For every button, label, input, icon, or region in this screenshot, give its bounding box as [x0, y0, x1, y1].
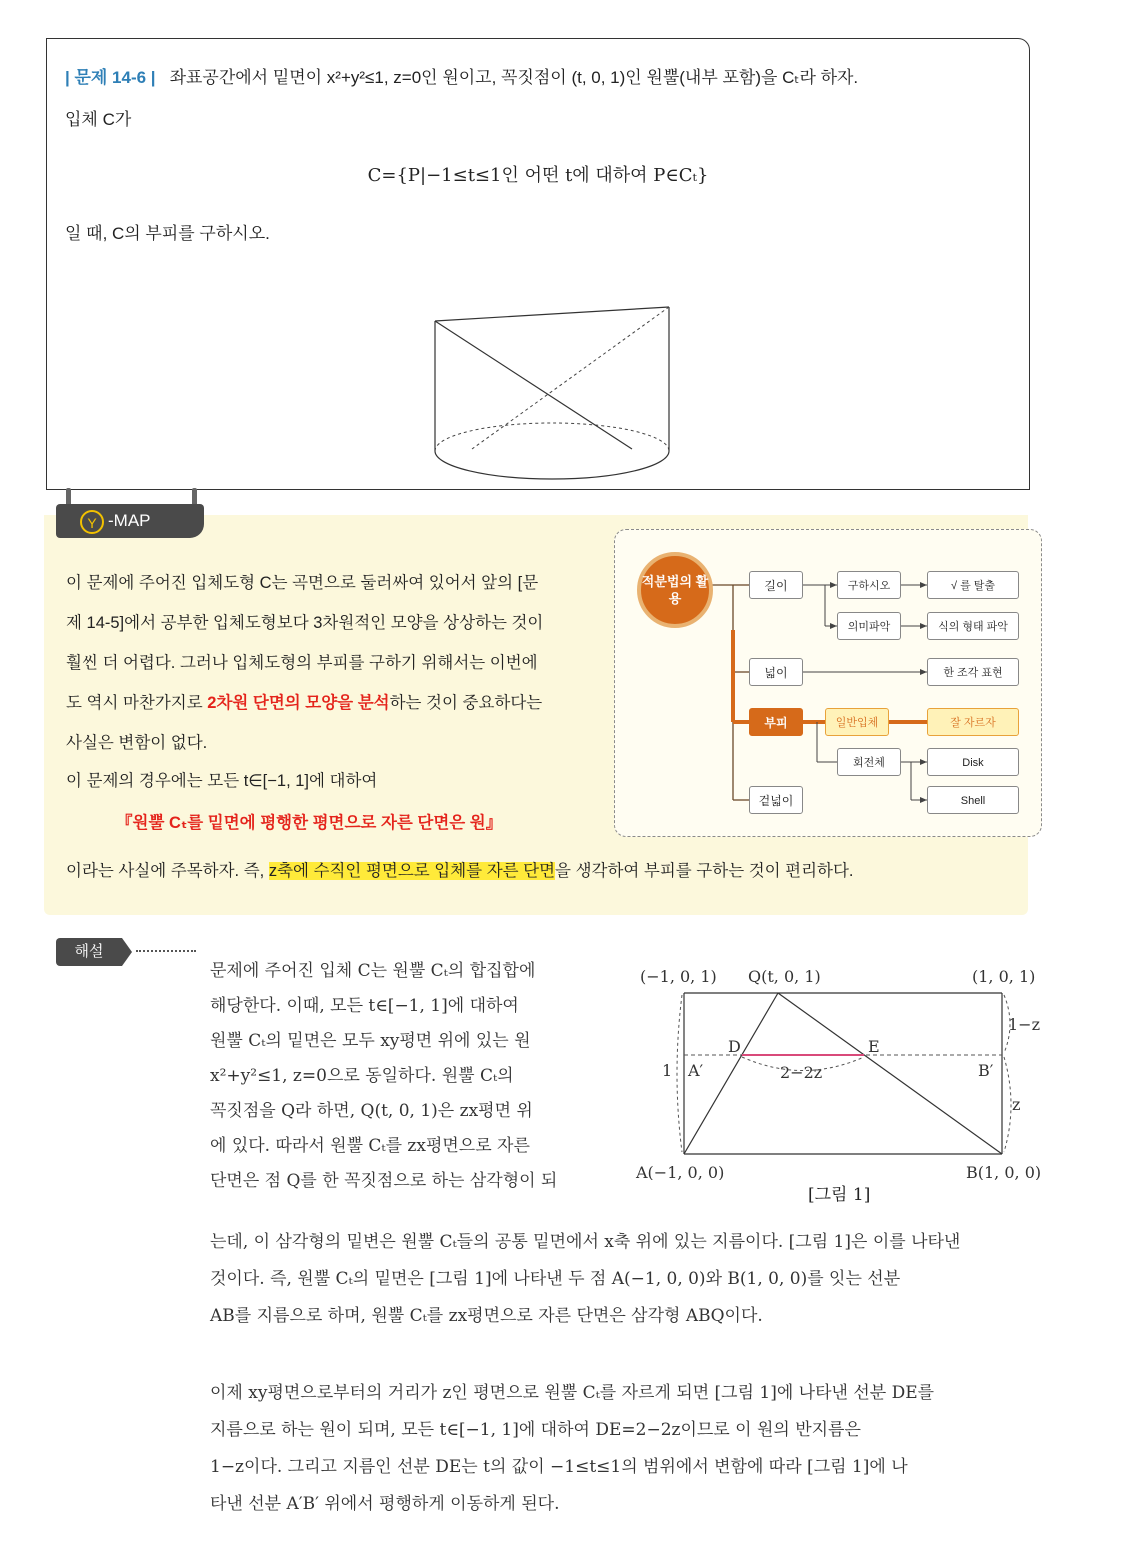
fig-label-top-left: (−1, 0, 1)	[640, 967, 717, 986]
mindmap-meaning-node: 의미파악	[837, 612, 901, 640]
solution-para2-line-2: 지름으로 하는 원이 되며, 모든 t∈[−1, 1]에 대하여 DE=2−2z이므로 이 원의 반지름은	[210, 1420, 861, 1440]
solution-narrow-line-6: 에 있다. 따라서 원뿔 Cₜ를 zx평면으로 자른	[210, 1136, 530, 1156]
mindmap-root-node: 적분법의 활용	[637, 552, 713, 628]
concept-mindmap	[614, 529, 1042, 837]
ymap-line-8-pre: 이라는 사실에 주목하자. 즉,	[66, 862, 269, 880]
fig-label-a: A(−1, 0, 0)	[636, 1163, 725, 1180]
ymap-highlight-statement: 『원뿔 Cₜ를 밑면에 평행한 평면으로 자른 단면은 원』	[116, 814, 503, 832]
ymap-line-4-pre: 도 역시 마찬가지로	[66, 694, 208, 712]
solution-wide-line-1: 는데, 이 삼각형의 밑변은 원뿔 Cₜ들의 공통 밑면에서 x축 위에 있는 지름이다. [그림 1]은 이를 나타낸	[210, 1232, 961, 1252]
mindmap-root-escape-node: √ 를 탈출	[927, 571, 1019, 599]
mindmap-area-node: 넓이	[749, 658, 803, 686]
mindmap-form-node: 식의 형태 파악	[927, 612, 1019, 640]
solution-narrow-line-4: x²+y²≤1, z=0으로 동일하다. 원뿔 Cₜ의	[210, 1066, 514, 1086]
solution-para2-line-3: 1−z이다. 그리고 지름인 선분 DE는 t의 값이 −1≤t≤1의 범위에서 변함에 따라 [그림 1]에 나	[210, 1457, 908, 1477]
fig-label-b: B(1, 0, 0)	[966, 1163, 1042, 1180]
fig-label-a-prime: A′	[688, 1061, 704, 1080]
mindmap-surface-node: 겉넓이	[749, 786, 803, 814]
mindmap-shell-node: Shell	[927, 786, 1019, 814]
ymap-line-4	[66, 685, 542, 721]
ymap-line-8	[66, 853, 854, 889]
ymap-key-phrase: 2차원 단면의 모양을 분석	[207, 694, 390, 712]
solution-dotted-rule	[136, 950, 196, 952]
fig-label-one: 1	[662, 1061, 673, 1080]
mindmap-rotation-node: 회전체	[837, 748, 901, 776]
mindmap-cut-node: 잘 자르자	[927, 708, 1019, 736]
solution-para2-line-1: 이제 xy평면으로부터의 거리가 z인 평면으로 원뿔 Cₜ를 자르게 되면 [그림 1]에 나타낸 선분 DE를	[210, 1383, 935, 1403]
ymap-section	[44, 515, 1028, 915]
problem-statement-line1	[65, 63, 858, 88]
ymap-line-8-post: 을 생각하여 부피를 구하는 것이 편리하다.	[555, 862, 854, 880]
problem-formula: C={P|−1≤t≤1인 어떤 t에 대하여 P∈Cₜ}	[367, 165, 709, 186]
mindmap-piece-node: 한 조각 표현	[927, 658, 1019, 686]
fig-label-b-prime: B′	[978, 1061, 994, 1080]
solution-narrow-line-1: 문제에 주어진 입체 C는 원뿔 Cₜ의 합집합에	[210, 961, 536, 981]
ymap-line-3: 훨씬 더 어렵다. 그러나 입체도형의 부피를 구하기 위해서는 이번에	[66, 654, 538, 672]
ymap-yellow-highlight: z축에 수직인 평면으로 입체를 자른 단면	[268, 862, 556, 880]
solution-narrow-line-7: 단면은 점 Q를 한 꼭짓점으로 하는 삼각형이 되	[210, 1171, 558, 1191]
fig-label-q: Q(t, 0, 1)	[748, 967, 821, 986]
solution-narrow-line-2: 해당한다. 이때, 모든 t∈[−1, 1]에 대하여	[210, 996, 519, 1016]
fig-label-d: D	[728, 1037, 741, 1056]
solution-wide-line-3: AB를 지름으로 하며, 원뿔 Cₜ를 zx평면으로 자른 단면은 삼각형 ABQ이다.	[210, 1306, 763, 1326]
solution-badge-arrow	[122, 938, 132, 966]
fig-label-one-minus-z: 1−z	[1008, 1015, 1041, 1034]
fig-label-top-right: (1, 0, 1)	[972, 967, 1036, 986]
fig-label-e: E	[868, 1037, 880, 1056]
figure-1-caption: [그림 1]	[808, 1185, 871, 1205]
figure-1-cross-section	[632, 960, 1062, 1180]
solution-narrow-line-3: 원뿔 Cₜ의 밑면은 모두 xy평면 위에 있는 원	[210, 1031, 531, 1051]
cone-union-figure	[427, 259, 677, 509]
solution-narrow-line-5: 꼭짓점을 Q라 하면, Q(t, 0, 1)은 zx평면 위	[210, 1101, 533, 1121]
solution-para2-line-4: 타낸 선분 A′B′ 위에서 평행하게 이동하게 된다.	[210, 1494, 560, 1514]
mindmap-find-node: 구하시오	[837, 571, 901, 599]
mindmap-disk-node: Disk	[927, 748, 1019, 776]
solution-wide-line-2: 것이다. 즉, 원뿔 Cₜ의 밑면은 [그림 1]에 나타낸 두 점 A(−1, 0, 0)와 B(1, 0, 0)를 잇는 선분	[210, 1269, 901, 1289]
solution-badge: 해설	[56, 938, 122, 966]
problem-statement-line3: 일 때, C의 부피를 구하시오.	[65, 224, 270, 243]
ymap-line-4-post: 하는 것이 중요하다는	[389, 694, 543, 712]
mindmap-length-node: 길이	[749, 571, 803, 599]
mindmap-volume-node: 부피	[749, 708, 803, 736]
ymap-tab-label: -MAP	[108, 511, 151, 530]
problem-text-1: 좌표공간에서 밑면이 x²+y²≤1, z=0인 원이고, 꼭짓점이 (t, 0, 1)인 원뿔(내부 포함)을 Cₜ라 하자.	[169, 68, 859, 87]
problem-box	[46, 38, 1030, 490]
ymap-line-6: 이 문제의 경우에는 모든 t∈[−1, 1]에 대하여	[66, 772, 378, 790]
ymap-line-1: 이 문제에 주어진 입체도형 C는 곡면으로 둘러싸여 있어서 앞의 [문	[66, 574, 539, 592]
fig-label-de: 2−2z	[780, 1063, 823, 1082]
fig-label-z: z	[1012, 1095, 1021, 1114]
ymap-line-2: 제 14-5]에서 공부한 입체도형보다 3차원적인 모양을 상상하는 것이	[66, 614, 544, 632]
mindmap-general-solid-node: 일반입체	[825, 708, 889, 736]
ymap-logo-icon: Y	[80, 510, 104, 534]
ymap-line-5: 사실은 변함이 없다.	[66, 734, 208, 752]
problem-statement-line2: 입체 C가	[65, 110, 132, 129]
ymap-tab	[56, 504, 204, 538]
problem-tag: | 문제 14-6 |	[65, 68, 156, 87]
